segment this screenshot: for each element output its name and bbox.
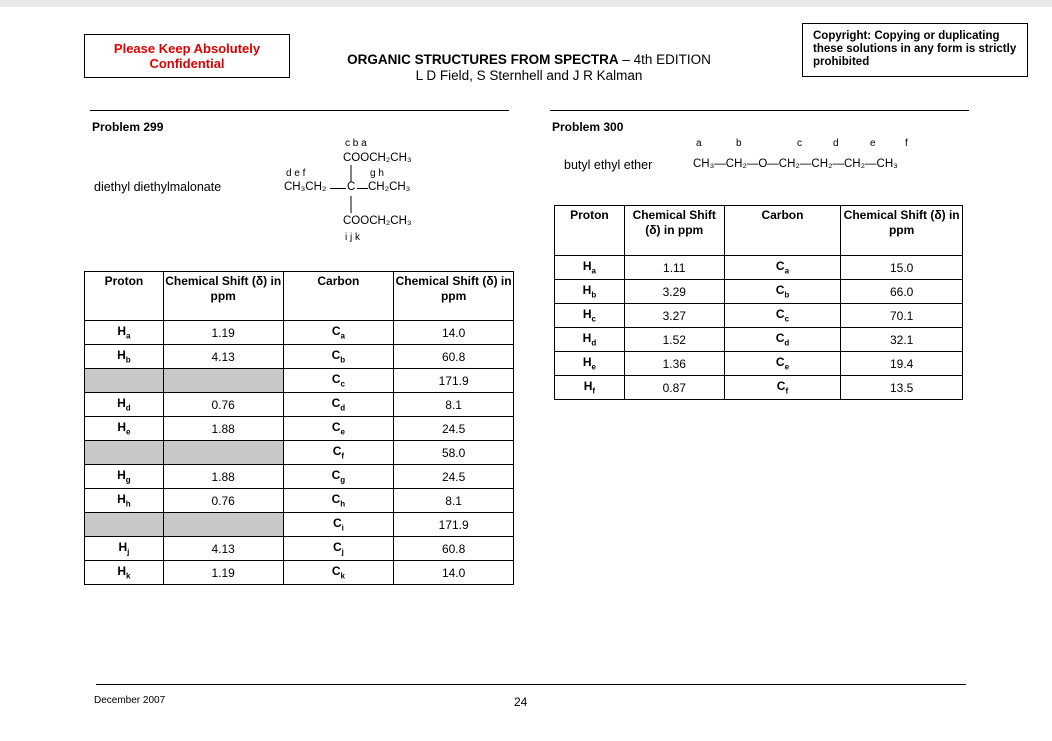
carbon-cell: $C_k$ — [283, 561, 394, 585]
carbon-cell: $C_h$ — [283, 489, 394, 513]
carbon-shift-cell: 24.5 — [394, 417, 514, 441]
proton-shift-cell: 4.13 — [163, 345, 283, 369]
table-row — [555, 256, 963, 280]
footer-page-number: 24 — [514, 695, 528, 709]
header-carbon-shift: Chemical Shift (δ) in ppm — [394, 272, 514, 321]
confidential-notice — [84, 34, 290, 78]
table-header-row — [85, 272, 514, 321]
proton-shift-cell: 0.76 — [163, 393, 283, 417]
proton-shift-cell — [163, 513, 283, 537]
carbon-cell: $C_f$ — [283, 441, 394, 465]
carbon-shift-cell: 60.8 — [394, 345, 514, 369]
atom-letter-label: e — [870, 138, 876, 149]
title-edition: – 4th EDITION — [618, 52, 711, 67]
table-row — [85, 561, 514, 585]
header-proton: Proton — [85, 272, 164, 321]
header-proton-shift: Chemical Shift (δ) in ppm — [163, 272, 283, 321]
proton-cell — [85, 369, 164, 393]
carbon-cell: $C_e$ — [283, 417, 394, 441]
proton-shift-cell: 1.88 — [163, 417, 283, 441]
table-row — [85, 489, 514, 513]
proton-cell: $H_d$ — [555, 328, 625, 352]
carbon-cell: $C_d$ — [283, 393, 394, 417]
table-row — [85, 345, 514, 369]
atom-letter-label: b — [736, 138, 742, 149]
table-row — [85, 513, 514, 537]
table-row — [85, 369, 514, 393]
carbon-cell: $C_b$ — [724, 280, 841, 304]
proton-shift-cell: 0.76 — [163, 489, 283, 513]
carbon-shift-cell: 171.9 — [394, 513, 514, 537]
footer-date: December 2007 — [94, 695, 166, 706]
header-proton: Proton — [555, 206, 625, 256]
table-row — [85, 417, 514, 441]
atom-letter-label: a — [696, 138, 702, 149]
carbon-cell: $C_d$ — [724, 328, 841, 352]
carbon-shift-cell: 14.0 — [394, 321, 514, 345]
carbon-shift-cell: 15.0 — [841, 256, 963, 280]
proton-shift-cell: 1.19 — [163, 321, 283, 345]
carbon-cell: $C_j$ — [283, 537, 394, 561]
proton-cell: $H_f$ — [555, 376, 625, 400]
table-header-row — [555, 206, 963, 256]
structure-top-group: COOCH₂CH₃ — [343, 152, 412, 164]
table-row — [85, 321, 514, 345]
table-row — [555, 280, 963, 304]
problem-300-table — [554, 205, 963, 400]
header-carbon: Carbon — [724, 206, 841, 256]
title-main: ORGANIC STRUCTURES FROM SPECTRA — [347, 52, 619, 67]
problem-300-label: Problem 300 — [552, 120, 624, 134]
carbon-shift-cell: 58.0 — [394, 441, 514, 465]
carbon-cell: $C_a$ — [724, 256, 841, 280]
proton-cell — [85, 513, 164, 537]
copyright-text: Copyright: Copying or duplicating these solutions in any form is strictly prohibited — [813, 30, 1017, 68]
structure-mid-c: C — [347, 181, 356, 193]
authors: L D Field, S Sternhell and J R Kalman — [415, 68, 643, 83]
document-page — [0, 7, 1052, 741]
section-rule-left — [90, 110, 509, 111]
proton-cell: $H_h$ — [85, 489, 164, 513]
proton-shift-cell: 1.36 — [624, 352, 724, 376]
carbon-shift-cell: 19.4 — [841, 352, 963, 376]
carbon-shift-cell: 8.1 — [394, 489, 514, 513]
proton-cell — [85, 441, 164, 465]
carbon-shift-cell: 66.0 — [841, 280, 963, 304]
atom-letter-label: d — [833, 138, 839, 149]
proton-cell: $H_d$ — [85, 393, 164, 417]
carbon-shift-cell: 32.1 — [841, 328, 963, 352]
proton-shift-cell: 4.13 — [163, 537, 283, 561]
structure-mid-right: CH₂CH₃ — [368, 181, 411, 193]
document-title — [300, 52, 758, 84]
table-row — [555, 352, 963, 376]
structure-bottom-group: COOCH₂CH₃ — [343, 215, 412, 227]
section-rule-right — [550, 110, 969, 111]
table-row — [85, 393, 514, 417]
header-proton-shift: Chemical Shift (δ) in ppm — [624, 206, 724, 256]
proton-cell: $H_c$ — [555, 304, 625, 328]
carbon-shift-cell: 70.1 — [841, 304, 963, 328]
footer-rule — [96, 684, 966, 685]
atom-letter-label: c — [797, 138, 802, 149]
carbon-cell: $C_c$ — [724, 304, 841, 328]
carbon-shift-cell: 171.9 — [394, 369, 514, 393]
proton-shift-cell: 3.29 — [624, 280, 724, 304]
carbon-shift-cell: 24.5 — [394, 465, 514, 489]
structure-mid-letters-left: d e f — [286, 168, 306, 179]
table-row — [85, 537, 514, 561]
table-row — [85, 465, 514, 489]
confidential-text: Please Keep Absolutely Confidential — [113, 41, 261, 71]
proton-cell: $H_j$ — [85, 537, 164, 561]
proton-shift-cell — [163, 441, 283, 465]
table-row — [555, 304, 963, 328]
structure-top-letters: c b a — [345, 138, 367, 149]
carbon-cell: $C_b$ — [283, 345, 394, 369]
problem-299-compound: diethyl diethylmalonate — [94, 180, 222, 194]
proton-cell: $H_e$ — [85, 417, 164, 441]
carbon-shift-cell: 8.1 — [394, 393, 514, 417]
proton-shift-cell: 3.27 — [624, 304, 724, 328]
copyright-notice — [802, 23, 1028, 77]
carbon-cell: $C_c$ — [283, 369, 394, 393]
carbon-cell: $C_f$ — [724, 376, 841, 400]
proton-cell: $H_k$ — [85, 561, 164, 585]
carbon-shift-cell: 60.8 — [394, 537, 514, 561]
table-row — [85, 441, 514, 465]
atom-letter-label: f — [905, 138, 908, 149]
proton-cell: $H_a$ — [555, 256, 625, 280]
carbon-shift-cell: 14.0 — [394, 561, 514, 585]
proton-shift-cell: 1.11 — [624, 256, 724, 280]
header-carbon-shift: Chemical Shift (δ) in ppm — [841, 206, 963, 256]
carbon-cell: $C_g$ — [283, 465, 394, 489]
structure-bonds — [330, 165, 370, 215]
carbon-cell: $C_i$ — [283, 513, 394, 537]
problem-299-table — [84, 271, 514, 585]
proton-cell: $H_b$ — [555, 280, 625, 304]
carbon-shift-cell: 13.5 — [841, 376, 963, 400]
proton-shift-cell: 1.52 — [624, 328, 724, 352]
header-carbon: Carbon — [283, 272, 394, 321]
proton-shift-cell: 1.88 — [163, 465, 283, 489]
carbon-cell: $C_a$ — [283, 321, 394, 345]
proton-shift-cell — [163, 369, 283, 393]
proton-shift-cell: 0.87 — [624, 376, 724, 400]
structure-mid-left: CH₃CH₂ — [284, 181, 327, 193]
carbon-cell: $C_e$ — [724, 352, 841, 376]
table-row — [555, 376, 963, 400]
structure-mid-letters-right: g h — [370, 168, 384, 179]
proton-cell: $H_b$ — [85, 345, 164, 369]
table-row — [555, 328, 963, 352]
proton-cell: $H_a$ — [85, 321, 164, 345]
problem-300-compound: butyl ethyl ether — [564, 158, 653, 172]
problem-299-label: Problem 299 — [92, 120, 164, 134]
proton-shift-cell: 1.19 — [163, 561, 283, 585]
problem-300-formula: CH₃—CH₂—O—CH₂—CH₂—CH₂—CH₃ — [693, 158, 898, 170]
proton-cell: $H_e$ — [555, 352, 625, 376]
structure-bottom-letters: i j k — [345, 232, 360, 243]
proton-cell: $H_g$ — [85, 465, 164, 489]
